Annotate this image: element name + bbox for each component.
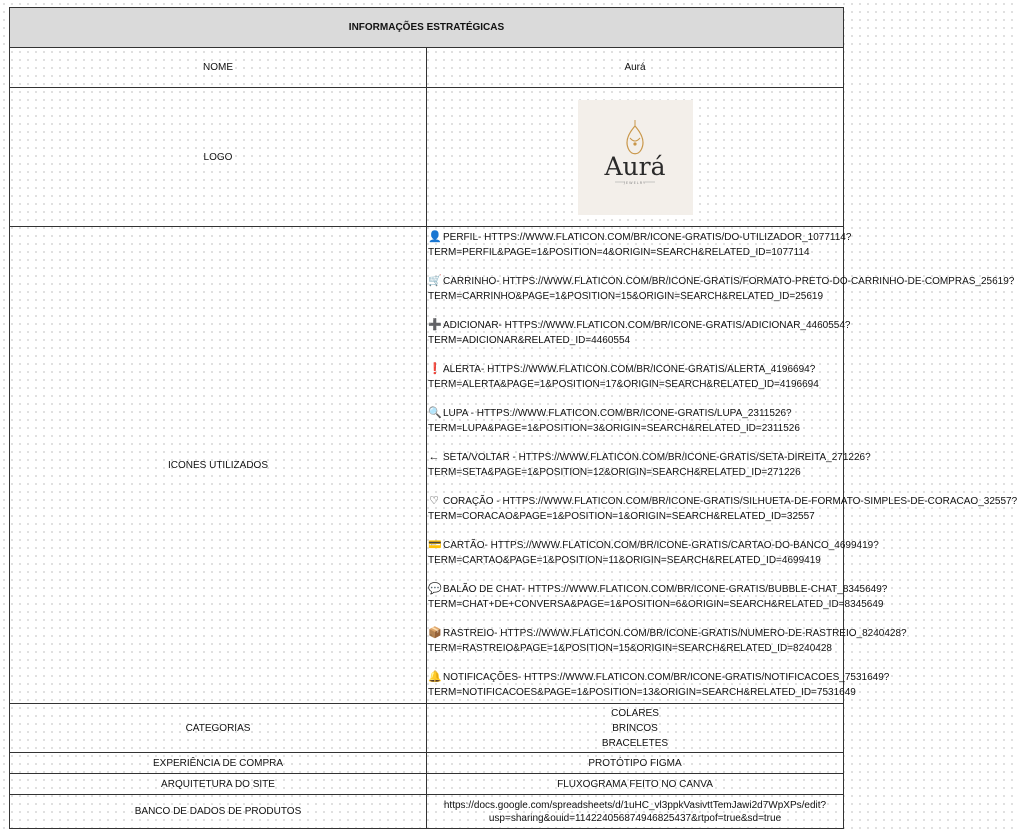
icon-source-params[interactable]: TERM=ADICIONAR&RELATED_ID=4460554 — [428, 334, 631, 346]
row-value-categorias — [427, 704, 844, 753]
icon-source-list — [428, 230, 1017, 700]
icon-source-url[interactable]: CARTÃO- HTTPS://WWW.FLATICON.COM/BR/ICONE-GRATIS/CARTAO-DO-BANCO_4699419? — [443, 540, 879, 551]
icon-source-params[interactable]: TERM=RASTREIO&PAGE=1&POSITION=15&ORIGIN=SEARCH&RELATED_ID=8240428 — [428, 642, 832, 654]
table-title: INFORMAÇÕES ESTRATÉGICAS — [10, 8, 844, 48]
icon-source-line[interactable] — [428, 362, 843, 378]
icon-source-url[interactable]: BALÃO DE CHAT- HTTPS://WWW.FLATICON.COM/BR/ICONE-GRATIS/BUBBLE-CHAT_8345649? — [443, 584, 888, 595]
icon-source-item — [428, 450, 871, 480]
row-icones — [10, 227, 844, 704]
row-value-logo — [427, 88, 844, 227]
row-value-icones — [427, 227, 1017, 704]
brand-logo-drawing — [578, 100, 693, 215]
row-value-arquitetura: FLUXOGRAMA FEITO NO CANVA — [427, 774, 844, 795]
heart-icon: ♡ — [429, 495, 439, 507]
database-link-line[interactable]: usp=sharing&ouid=114224056874946825437&rtpof=true&sd=true — [488, 812, 782, 824]
icon-source-url[interactable]: RASTREIO- HTTPS://WWW.FLATICON.COM/BR/ICONE-GRATIS/NUMERO-DE-RASTREIO_8240428? — [443, 628, 907, 639]
user-icon: 👤 — [428, 231, 442, 243]
row-experiencia — [10, 753, 844, 774]
row-label-categorias: CATEGORIAS — [10, 704, 427, 753]
icon-source-item — [428, 318, 851, 348]
plus-icon: ➕ — [428, 319, 442, 331]
icon-source-line[interactable] — [428, 318, 851, 334]
row-label-nome: NOME — [10, 48, 427, 88]
icon-source-line[interactable] — [428, 230, 852, 246]
icon-source-item — [428, 406, 843, 436]
icon-source-line[interactable] — [428, 582, 888, 598]
bell-icon: 🔔 — [428, 671, 442, 683]
icon-source-url[interactable]: LUPA - HTTPS://WWW.FLATICON.COM/BR/ICONE-GRATIS/LUPA_2311526? — [443, 408, 792, 419]
row-nome — [10, 48, 844, 88]
logo-wordmark: Aurá — [603, 151, 666, 181]
icon-source-url[interactable]: CARRINHO- HTTPS://WWW.FLATICON.COM/BR/ICONE-GRATIS/FORMATO-PRETO-DO-CARRINHO-DE-COMPRAS_25619? — [443, 276, 1015, 287]
icon-source-params[interactable]: TERM=SETA&PAGE=1&POSITION=12&ORIGIN=SEARCH&RELATED_ID=271226 — [428, 466, 801, 478]
row-banco — [10, 795, 844, 829]
row-label-banco: BANCO DE DADOS DE PRODUTOS — [10, 795, 427, 829]
icon-source-line[interactable] — [428, 406, 843, 422]
icon-source-line[interactable] — [428, 494, 1017, 510]
row-label-arquitetura: ARQUITETURA DO SITE — [10, 774, 427, 795]
category-item: BRACELETES — [601, 737, 669, 749]
icon-source-item — [428, 274, 1015, 304]
icon-source-url[interactable]: CORAÇÃO - HTTPS://WWW.FLATICON.COM/BR/ICONE-GRATIS/SILHUETA-DE-FORMATO-SIMPLES-DE-CORACAO_32557? — [443, 496, 1017, 507]
icon-source-params[interactable]: TERM=CARTAO&PAGE=1&POSITION=11&ORIGIN=SEARCH&RELATED_ID=4699419 — [428, 554, 821, 566]
strategic-info-table — [9, 7, 1017, 829]
icon-source-params[interactable]: TERM=CORACAO&PAGE=1&POSITION=1&ORIGIN=SEARCH&RELATED_ID=32557 — [428, 510, 815, 522]
icon-source-line[interactable] — [428, 274, 1015, 290]
icon-source-line[interactable] — [428, 670, 890, 686]
row-label-logo: LOGO — [10, 88, 427, 227]
alert-icon: ❗ — [428, 363, 442, 375]
icon-source-item — [428, 230, 852, 260]
icon-source-params[interactable]: TERM=CARRINHO&PAGE=1&POSITION=15&ORIGIN=SEARCH&RELATED_ID=25619 — [428, 290, 824, 302]
icon-source-item — [428, 362, 843, 392]
row-value-experiencia: PROTÓTIPO FIGMA — [427, 753, 844, 774]
icon-source-item — [428, 582, 888, 612]
icon-source-item — [428, 494, 1017, 524]
icon-source-params[interactable]: TERM=PERFIL&PAGE=1&POSITION=4&ORIGIN=SEARCH&RELATED_ID=1077114 — [428, 246, 810, 258]
category-item: BRINCOS — [612, 722, 658, 734]
cart-icon: 🛒 — [428, 275, 442, 287]
icon-source-params[interactable]: TERM=ALERTA&PAGE=1&POSITION=17&ORIGIN=SEARCH&RELATED_ID=4196694 — [428, 378, 819, 390]
magnifier-icon: 🔍 — [428, 407, 442, 419]
row-categorias — [10, 704, 844, 753]
icon-source-item — [428, 670, 890, 700]
logo-tagline: JEWELRY — [623, 180, 646, 185]
credit-card-icon: 💳 — [428, 539, 442, 551]
icon-source-line[interactable] — [428, 626, 907, 642]
icon-source-line[interactable] — [428, 538, 879, 554]
icon-source-params[interactable]: TERM=CHAT+DE+CONVERSA&PAGE=1&POSITION=6&ORIGIN=SEARCH&RELATED_ID=8345649 — [428, 598, 884, 610]
row-label-experiencia: EXPERIÊNCIA DE COMPRA — [10, 753, 427, 774]
icon-source-params[interactable]: TERM=NOTIFICACOES&PAGE=1&POSITION=13&ORIGIN=SEARCH&RELATED_ID=7531649 — [428, 686, 856, 698]
arrow-left-icon: ← — [428, 451, 440, 463]
icon-source-url[interactable]: ADICIONAR- HTTPS://WWW.FLATICON.COM/BR/ICONE-GRATIS/ADICIONAR_4460554? — [443, 320, 851, 331]
icon-source-url[interactable]: SETA/VOLTAR - HTTPS://WWW.FLATICON.COM/BR/ICONE-GRATIS/SETA-DIREITA_271226? — [443, 452, 871, 463]
row-logo — [10, 88, 844, 227]
icon-source-item — [428, 626, 907, 656]
icon-source-url[interactable]: ALERTA- HTTPS://WWW.FLATICON.COM/BR/ICONE-GRATIS/ALERTA_4196694? — [443, 364, 816, 375]
chat-bubble-icon: 💬 — [428, 583, 442, 595]
strategic-info-sheet — [9, 7, 1017, 829]
row-value-nome: Aurá — [427, 48, 844, 88]
row-label-icones: ICONES UTILIZADOS — [10, 227, 427, 704]
icon-source-url[interactable]: PERFIL- HTTPS://WWW.FLATICON.COM/BR/ICONE-GRATIS/DO-UTILIZADOR_1077114? — [443, 232, 852, 243]
icon-source-line[interactable] — [428, 450, 871, 466]
database-link-line[interactable]: https://docs.google.com/spreadsheets/d/1uHC_vl3ppkVasivttTemJawi2d7WpXPs/edit? — [443, 799, 827, 811]
row-value-banco[interactable] — [427, 795, 844, 829]
package-icon: 📦 — [428, 627, 442, 639]
icon-source-item — [428, 538, 879, 568]
icon-source-url[interactable]: NOTIFICAÇÕES- HTTPS://WWW.FLATICON.COM/BR/ICONE-GRATIS/NOTIFICACOES_7531649? — [443, 672, 890, 683]
row-arquitetura — [10, 774, 844, 795]
brand-logo-image — [578, 100, 693, 215]
category-item: COLARES — [611, 707, 659, 719]
table-header-row — [10, 8, 844, 48]
icon-source-params[interactable]: TERM=LUPA&PAGE=1&POSITION=3&ORIGIN=SEARCH&RELATED_ID=2311526 — [428, 422, 800, 434]
